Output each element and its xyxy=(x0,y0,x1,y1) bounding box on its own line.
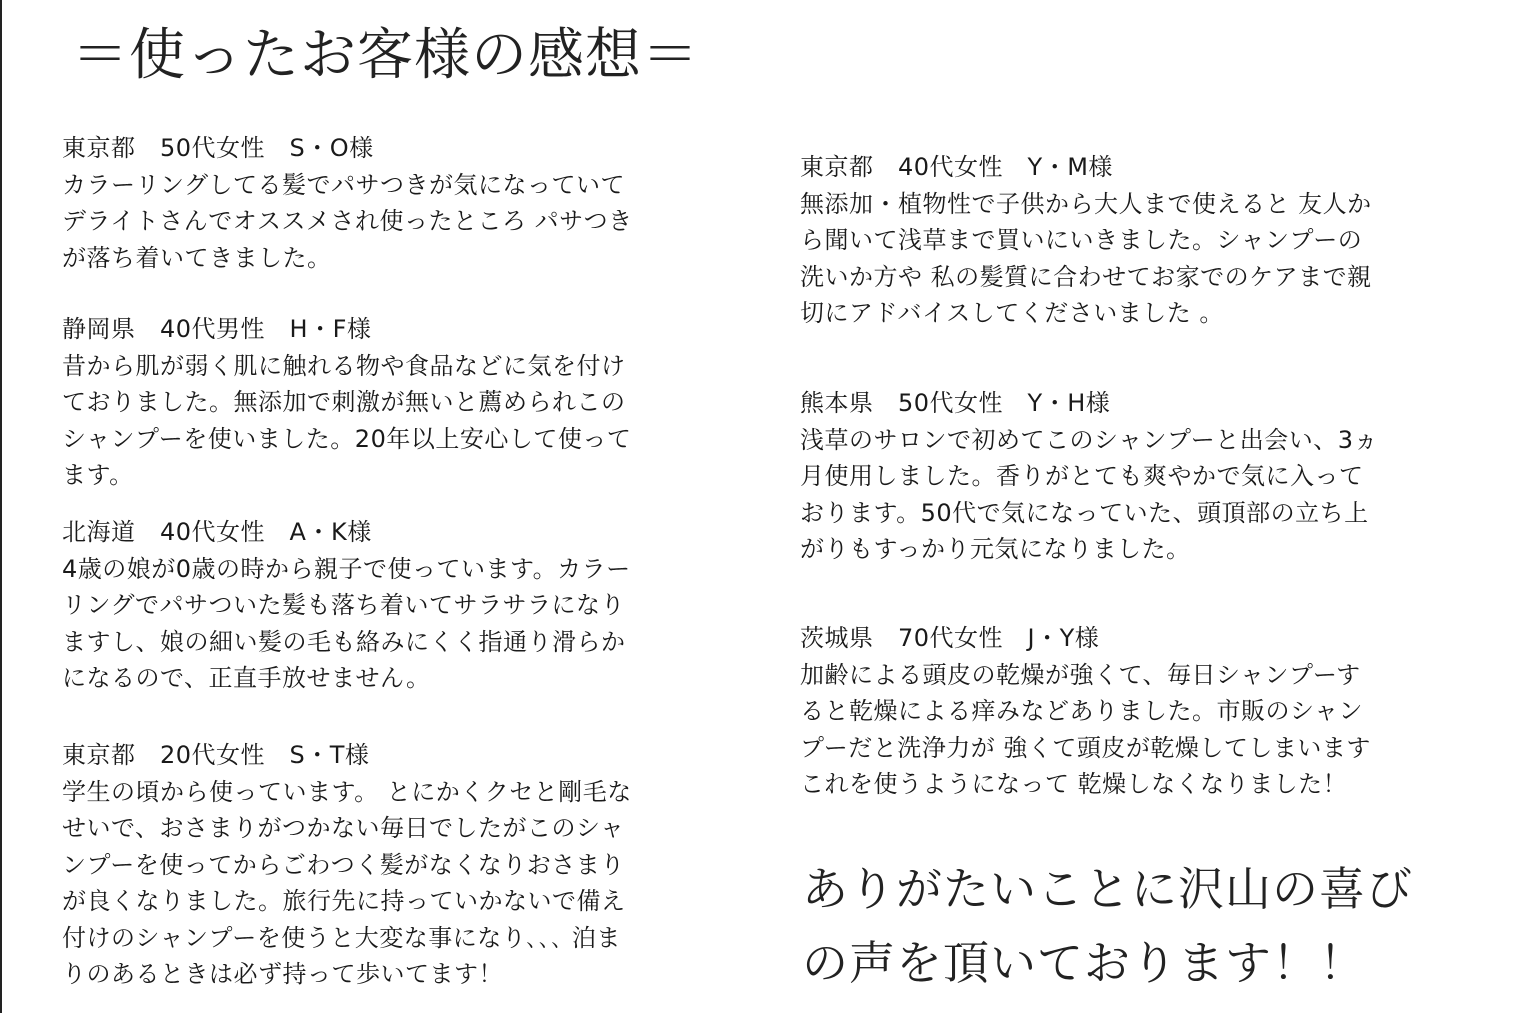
review-tokyo-so xyxy=(62,130,633,276)
closing-message: ありがたいことに沢山の喜び の声を頂いております！！ xyxy=(802,862,1413,990)
review-body: 4歳の娘が0歳の時から親子で使っています。カラー リングでパサついた髪も落ち着いてサラサラになり ますし、娘の細い髪の毛も絡みにくく指通り滑らか になるので、正直手放せません。 xyxy=(62,554,631,692)
review-body: カラーリングしてる髪でパサつきが気になっていて デライトさんでオススメされ使ったところ パサつき が落ち着いてきました。 xyxy=(62,170,633,272)
review-shizuoka-hf xyxy=(62,311,631,494)
review-header: 茨城県 70代女性 J・Y様 xyxy=(800,624,1100,652)
left-border xyxy=(0,0,2,1013)
review-header: 北海道 40代女性 A・K様 xyxy=(62,518,372,546)
review-body: 浅草のサロンで初めてこのシャンプーと出会い、3ヵ 月使用しました。香りがとても爽やかで気に入って おります。50代で気になっていた、頭頂部の立ち上 がりもすっかり元気になりました。 xyxy=(800,425,1379,563)
review-header: 熊本県 50代女性 Y・H様 xyxy=(800,389,1111,417)
review-header: 東京都 20代女性 S・T様 xyxy=(62,741,370,769)
review-header: 東京都 40代女性 Y・M様 xyxy=(800,153,1113,181)
review-body: 学生の頃から使っています。 とにかくクセと剛毛な せいで、おさまりがつかない毎日でしたがこのシャ ンプーを使ってからごわつく髪がなくなりおさまり が良くなりました。旅行先に持っていかないで備え 付けのシャンプーを使うと大変な事になり､､､ 泊ま りのあるときは必ず持って歩いてます！ xyxy=(62,777,632,988)
page-title: ＝使ったお客様の感想＝ xyxy=(72,23,699,88)
review-body: 加齢による頭皮の乾燥が強くて、毎日シャンプーす ると乾燥による痒みなどありました。市販のシャン プーだと洗浄力が 強くて頭皮が乾燥してしまいます これを使うようになって 乾燥しなくなりました！ xyxy=(800,660,1371,798)
review-hokkaido-ak xyxy=(62,514,631,697)
review-header: 東京都 50代女性 S・O様 xyxy=(62,134,374,162)
review-kumamoto-yh xyxy=(800,385,1378,568)
review-tokyo-st xyxy=(62,737,632,993)
review-header: 静岡県 40代男性 H・F様 xyxy=(62,315,372,343)
review-ibaraki-jy xyxy=(800,620,1371,803)
review-body: 無添加・植物性で子供から大人まで使えると 友人か ら聞いて浅草まで買いにいきました。シャンプーの 洗いか方や 私の髪質に合わせてお家でのケアまで親 切にアドバイスしてくださいました 。 xyxy=(800,189,1372,327)
review-tokyo-ym xyxy=(800,149,1372,332)
review-body: 昔から肌が弱く肌に触れる物や食品などに気を付け ておりました。無添加で刺激が無いと薦められこの シャンプーを使いました。20年以上安心して使って ます。 xyxy=(62,351,632,489)
